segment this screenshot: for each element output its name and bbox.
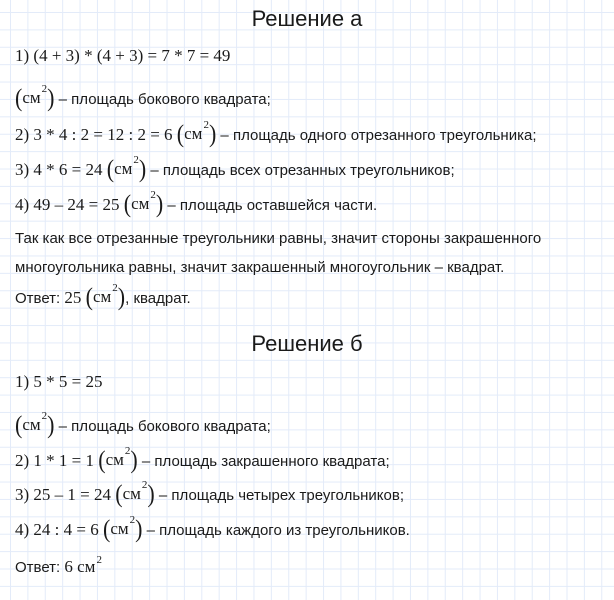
section-a-step-1 bbox=[15, 46, 230, 67]
step-description: – площадь четырех треугольников; bbox=[154, 487, 405, 504]
section-b-step-2 bbox=[15, 445, 390, 474]
section-b-step-1-unit bbox=[15, 410, 271, 439]
section-b-step-1 bbox=[15, 372, 103, 393]
section-a-explanation-line-2: многоугольника равны, значит закрашенный многоугольник – квадрат. bbox=[15, 259, 505, 276]
section-a-step-1-unit bbox=[15, 83, 271, 112]
step-description: – площадь закрашенного квадрата; bbox=[137, 453, 390, 470]
answer-label: Ответ: bbox=[15, 290, 65, 307]
unit-expression: ( см 2 ) bbox=[98, 445, 138, 474]
unit-expression: ( см 2 ) bbox=[123, 189, 164, 218]
math-expression: 2) 1 * 1 = 1 bbox=[15, 451, 99, 470]
math-expression: 4) 49 – 24 = 25 bbox=[15, 195, 124, 214]
step-description: – площадь бокового квадрата; bbox=[54, 418, 271, 435]
math-expression: 2) 3 * 4 : 2 = 12 : 2 = 6 bbox=[15, 125, 177, 144]
step-description: – площадь каждого из треугольников. bbox=[142, 522, 410, 539]
math-expression: 4) 24 : 4 = 6 bbox=[15, 520, 103, 539]
unit-expression: ( см 2 ) bbox=[176, 119, 217, 148]
step-description: – площадь всех отрезанных треугольников; bbox=[146, 162, 455, 179]
section-b-step-4 bbox=[15, 514, 410, 543]
answer-unit: см bbox=[77, 557, 96, 576]
unit-expression: ( см 2 ) bbox=[106, 154, 147, 183]
answer-label: Ответ: bbox=[15, 559, 65, 576]
unit-expression: ( см 2 ) bbox=[15, 83, 55, 112]
section-b-answer bbox=[15, 554, 102, 579]
math-expression: 3) 4 * 6 = 24 bbox=[15, 160, 107, 179]
unit-expression: ( см 2 ) bbox=[115, 479, 155, 508]
section-a-answer bbox=[15, 282, 191, 311]
answer-value: 6 bbox=[64, 557, 78, 576]
section-a-step-3 bbox=[15, 154, 455, 183]
section-a-explanation-line-1: Так как все отрезанные треугольники равны, значит стороны закрашенного bbox=[15, 230, 542, 247]
step-description: – площадь оставшейся части. bbox=[163, 197, 378, 214]
section-b-title: Решение б bbox=[251, 331, 363, 356]
math-expression: 1) (4 + 3) * (4 + 3) = 7 * 7 = 49 bbox=[15, 46, 231, 65]
section-a-title: Решение а bbox=[251, 6, 363, 31]
section-b-step-3 bbox=[15, 479, 405, 508]
unit-expression: ( см 2 ) bbox=[102, 514, 143, 543]
math-expression: 1) 5 * 5 = 25 bbox=[15, 372, 103, 391]
unit-expression: ( см 2 ) bbox=[15, 410, 55, 439]
section-a-step-4 bbox=[15, 189, 378, 218]
step-description: – площадь одного отрезанного треугольника; bbox=[216, 127, 537, 144]
section-a-step-2 bbox=[15, 119, 537, 148]
step-description: – площадь бокового квадрата; bbox=[54, 91, 271, 108]
answer-text: , квадрат. bbox=[125, 290, 191, 307]
unit-expression: ( см 2 ) bbox=[85, 282, 126, 311]
math-expression: 3) 25 – 1 = 24 bbox=[15, 485, 116, 504]
answer-unit-power: 2 bbox=[96, 554, 102, 566]
answer-value: 25 bbox=[64, 288, 86, 307]
